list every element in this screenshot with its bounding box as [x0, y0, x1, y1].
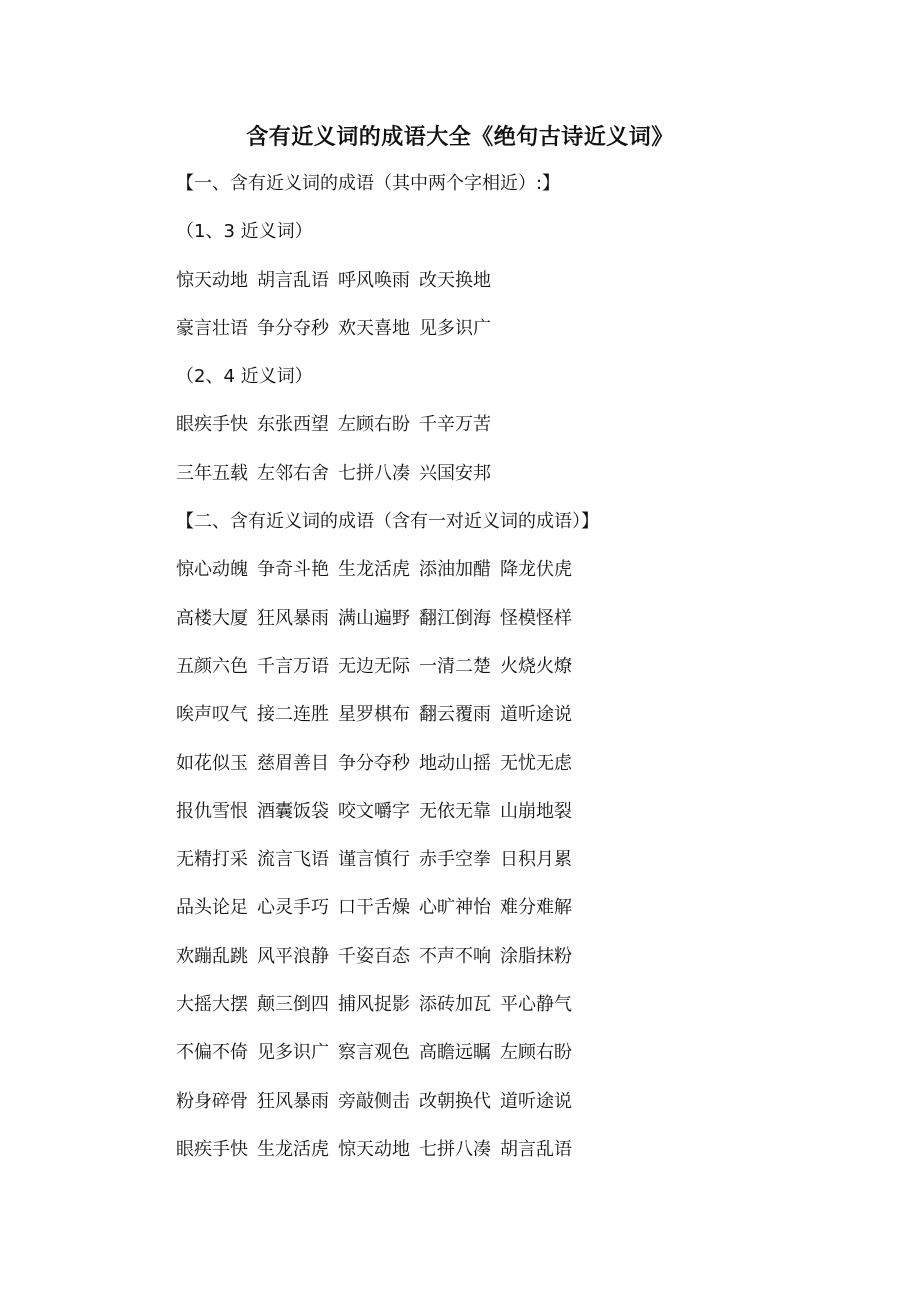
idiom-word: 惊天动地: [176, 269, 248, 291]
idiom-word: 欢天喜地: [338, 317, 410, 339]
idiom-word: 粉身碎骨: [176, 1090, 248, 1112]
idiom-row: [176, 450, 876, 498]
idiom-word: 咬文嚼字: [338, 800, 410, 822]
idiom-word: 流言飞语: [257, 849, 329, 871]
idiom-word: 心灵手巧: [257, 897, 329, 919]
idiom-word: 大摇大摆: [176, 994, 248, 1016]
idiom-word: 不声不响: [419, 945, 491, 967]
idiom-word: 东张西望: [257, 414, 329, 436]
idiom-word: 星罗棋布: [338, 704, 410, 726]
section-heading: 【一、含有近义词的成语（其中两个字相近）:】: [176, 173, 561, 194]
idiom-row: [176, 884, 876, 932]
idiom-word: 察言观色: [338, 1042, 410, 1064]
idiom-word: 改朝换代: [419, 1090, 491, 1112]
idiom-word: 争分夺秒: [338, 752, 410, 774]
idiom-word: 改天换地: [419, 269, 491, 291]
idiom-word: 降龙伏虎: [500, 559, 572, 581]
idiom-word: 千言万语: [257, 655, 329, 677]
idiom-word: 捕风捉影: [338, 994, 410, 1016]
idiom-word: 翻云覆雨: [419, 704, 491, 726]
idiom-word: 七拼八凑: [338, 462, 410, 484]
section-subheading: （2、4 近义词）: [176, 366, 313, 388]
idiom-word: 添砖加瓦: [419, 994, 491, 1016]
idiom-word: 千辛万苦: [419, 414, 491, 436]
idiom-row: [176, 595, 876, 643]
idiom-word: 地动山摇: [419, 752, 491, 774]
idiom-word: 胡言乱语: [257, 269, 329, 291]
idiom-word: 欢蹦乱跳: [176, 945, 248, 967]
idiom-word: 无依无靠: [419, 800, 491, 822]
idiom-row: [176, 401, 876, 449]
idiom-word: 添油加醋: [419, 559, 491, 581]
section-subheading: （1、3 近义词）: [176, 221, 313, 243]
idiom-word: 口干舌燥: [338, 897, 410, 919]
idiom-word: 眼疾手快: [176, 414, 248, 436]
idiom-word: 争分夺秒: [257, 317, 329, 339]
idiom-row: [176, 740, 876, 788]
idiom-word: 翻江倒海: [419, 607, 491, 629]
idiom-word: 一清二楚: [419, 655, 491, 677]
idiom-word: 惊心动魄: [176, 559, 248, 581]
idiom-word: 左邻右舍: [257, 462, 329, 484]
idiom-word: 高瞻远瞩: [419, 1042, 491, 1064]
idiom-word: 生龙活虎: [338, 559, 410, 581]
idiom-word: 惊天动地: [338, 1138, 410, 1160]
idiom-word: 七拼八凑: [419, 1138, 491, 1160]
idiom-word: 无精打采: [176, 849, 248, 871]
document-title: 含有近义词的成语大全《绝句古诗近义词》: [246, 125, 674, 150]
idiom-word: 见多识广: [257, 1042, 329, 1064]
idiom-word: 生龙活虎: [257, 1138, 329, 1160]
idiom-row: [176, 788, 876, 836]
idiom-row: [176, 836, 876, 884]
idiom-word: 涂脂抹粉: [500, 945, 572, 967]
idiom-word: 火烧火燎: [500, 655, 572, 677]
idiom-word: 慈眉善目: [257, 752, 329, 774]
idiom-word: 千姿百态: [338, 945, 410, 967]
idiom-word: 无边无际: [338, 655, 410, 677]
idiom-word: 如花似玉: [176, 752, 248, 774]
idiom-word: 狂风暴雨: [257, 1090, 329, 1112]
idiom-word: 旁敲侧击: [338, 1090, 410, 1112]
idiom-word: 日积月累: [500, 849, 572, 871]
idiom-row: [176, 1029, 876, 1077]
idiom-word: 唉声叹气: [176, 704, 248, 726]
document-body: [176, 160, 876, 1174]
idiom-row: [176, 546, 876, 594]
idiom-row: [176, 257, 876, 305]
idiom-word: 见多识广: [419, 317, 491, 339]
idiom-word: 左顾右盼: [500, 1042, 572, 1064]
idiom-word: 接二连胜: [257, 704, 329, 726]
idiom-row: [176, 643, 876, 691]
idiom-word: 狂风暴雨: [257, 607, 329, 629]
idiom-word: 五颜六色: [176, 655, 248, 677]
idiom-word: 赤手空拳: [419, 849, 491, 871]
idiom-word: 颠三倒四: [257, 994, 329, 1016]
idiom-word: 怪模怪样: [500, 607, 572, 629]
idiom-word: 谨言慎行: [338, 849, 410, 871]
idiom-word: 左顾右盼: [338, 414, 410, 436]
idiom-word: 无忧无虑: [500, 752, 572, 774]
idiom-word: 酒囊饭袋: [257, 800, 329, 822]
idiom-word: 平心静气: [500, 994, 572, 1016]
idiom-word: 报仇雪恨: [176, 800, 248, 822]
section-heading: 【二、含有近义词的成语（含有一对近义词的成语）】: [176, 511, 599, 533]
idiom-word: 风平浪静: [257, 945, 329, 967]
idiom-word: 心旷神怡: [419, 897, 491, 919]
idiom-word: 不偏不倚: [176, 1042, 248, 1064]
idiom-word: 品头论足: [176, 897, 248, 919]
idiom-row: [176, 691, 876, 739]
idiom-word: 道听途说: [500, 1090, 572, 1112]
idiom-word: 满山遍野: [338, 607, 410, 629]
idiom-word: 兴国安邦: [419, 462, 491, 484]
idiom-word: 争奇斗艳: [257, 559, 329, 581]
idiom-word: 三年五载: [176, 462, 248, 484]
idiom-row: [176, 1078, 876, 1126]
idiom-row: [176, 933, 876, 981]
idiom-word: 眼疾手快: [176, 1138, 248, 1160]
idiom-word: 胡言乱语: [500, 1138, 572, 1160]
idiom-row: [176, 305, 876, 353]
idiom-word: 豪言壮语: [176, 317, 248, 339]
idiom-row: [176, 981, 876, 1029]
idiom-word: 山崩地裂: [500, 800, 572, 822]
idiom-row: [176, 1126, 876, 1174]
idiom-word: 道听途说: [500, 704, 572, 726]
idiom-word: 高楼大厦: [176, 607, 248, 629]
idiom-word: 呼风唤雨: [338, 269, 410, 291]
idiom-word: 难分难解: [500, 897, 572, 919]
